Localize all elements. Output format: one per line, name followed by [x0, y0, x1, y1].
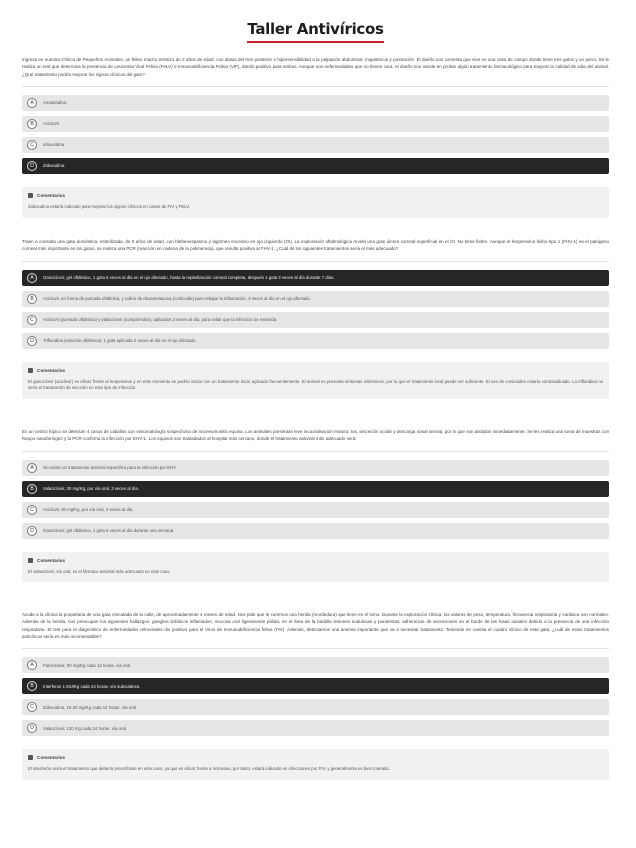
divider	[22, 261, 609, 262]
question-text: En un centro hípico se detectan 4 casos de caballos con sintomatología sospechosa de rinoneumonitis equina. Los animales presentan leve incoordinación motora, tos, secreción ocular y descarga nasal serosa, por lo que son aislados inmediatamente. Se les realiza una toma de muestras con hisopo nasofaríngeo y la PCR confirma la infección por EHV-1. Los equinos son trasladados al hospital más cercano, donde el tratamiento antiviral más adecuado será:	[22, 429, 609, 442]
comment-box	[22, 552, 609, 583]
option-letter: D	[27, 161, 37, 171]
option-letter: C	[27, 702, 37, 712]
option-text: Ganciclovir, gel oftálmico, 1 gota 5 veces al día durante una semana.	[43, 528, 175, 534]
question-block-3	[22, 428, 609, 599]
comment-text: El valaciclovir, vía oral, es el fármaco antiviral más adecuado en este caso.	[28, 568, 171, 574]
question-block-4	[22, 611, 609, 797]
option-a[interactable]	[22, 460, 609, 476]
option-text: No existe un tratamiento antiviral específico para la infección por EHV.	[43, 465, 177, 471]
option-text: Valaciclovir, 30 mg/Kg, por vía oral, 3 veces al día.	[43, 486, 139, 492]
question-text: Acude a la clínica la propietaria de una gata rescatada de la calle, de aproximadamente 4 meses de edad. Nos pide que le curemos una herida (mordedura) que tiene en el lomo. Durante la exploración clínica, los valores de peso, temperatura, frecuencia respiratoria y cardiaca son normales. Además de la herida, nos preocupan los siguientes hallazgos: ganglios linfáticos inflamados; mucosa oral ligeramente pálida; en el área de la barbilla lesiones nodulosas y purulentas; adherencia de secreciones en el borde de las fosas nasales debido a la presencia de una infección respiratoria. El test para el diagnóstico de enfermedades retrovirales dio positivo para el Virus de Inmunodeficiencia felina (FIV). Además, detectamos una anemia importante que va a necesitar tratamiento. Teniendo en cuenta el cuadro clínico de esta gata, ¿cuál de estos tratamientos antivíricos sería es más recomendable?	[22, 612, 609, 639]
option-text: Trifluridina (solución oftálmica), 1 gota aplicada 2 veces al día en el ojo afectado.	[43, 338, 197, 344]
option-d[interactable]	[22, 333, 609, 349]
option-letter: D	[27, 336, 37, 346]
option-b[interactable]	[22, 678, 609, 694]
option-b[interactable]	[22, 116, 609, 132]
divider	[22, 648, 609, 649]
option-d[interactable]	[22, 523, 609, 539]
option-letter: D	[27, 723, 37, 733]
option-text: Aciclovir, en forma de pomada oftálmica, y colirio de dexametasona (corticoide) para rebajar la inflamación, 3 veces al día en el ojo afectado.	[43, 296, 311, 302]
option-d[interactable]	[22, 720, 609, 736]
option-letter: C	[27, 315, 37, 325]
comment-icon	[28, 558, 33, 563]
option-letter: D	[27, 526, 37, 536]
option-text: Interferon 1 MU/Kg cada 24 horas, vía subcutánea.	[43, 683, 141, 689]
option-d[interactable]	[22, 158, 609, 174]
option-c[interactable]	[22, 502, 609, 518]
option-text: Zidovudina.	[43, 163, 66, 169]
option-letter: A	[27, 463, 37, 473]
divider	[22, 86, 609, 87]
option-text: Idoxuridina.	[43, 142, 66, 148]
title-area	[22, 0, 609, 50]
option-c[interactable]	[22, 137, 609, 153]
option-text: Zidovudina, 10-20 mg/Kg cada 12 horas, vía oral.	[43, 704, 138, 710]
option-text: Amantadina.	[43, 100, 68, 106]
option-c[interactable]	[22, 312, 609, 328]
option-letter: B	[27, 119, 37, 129]
option-b[interactable]	[22, 481, 609, 497]
option-c[interactable]	[22, 699, 609, 715]
option-a[interactable]	[22, 657, 609, 673]
comment-text: Zidovudina estaría indicado para mejorar los signos clínicos en casos de FIV y FELV.	[28, 203, 190, 209]
option-text: Aciclovir (pomada oftálmica) y valaciclovir (comprimidos), aplicados 3 veces al día, para evitar que la infección se extienda.	[43, 317, 278, 323]
comment-label: Comentarios	[37, 755, 66, 761]
option-a[interactable]	[22, 95, 609, 111]
comment-icon	[28, 368, 33, 373]
comment-label: Comentarios	[37, 557, 66, 563]
option-letter: A	[27, 660, 37, 670]
comment-box	[22, 362, 609, 400]
comment-text: El interferón sería el tratamiento que debería prescribirse en este caso, ya que es eficaz frente a retrovirus, por tanto, estará indicado en infecciones por FIV, y generalmente es bien tolerado.	[28, 766, 390, 772]
option-letter: C	[27, 505, 37, 515]
divider	[22, 451, 609, 452]
option-letter: B	[27, 681, 37, 691]
option-text: Ganciclovir, gel oftálmico, 1 gota 5 veces al día en el ojo afectado, hasta la repitelización corneal completa, después 1 gota 3 veces al día durante 7 días.	[43, 275, 335, 281]
option-a[interactable]	[22, 270, 609, 286]
option-letter: B	[27, 484, 37, 494]
question-text: Traen a consulta una gata doméstica, esterilizada, de 5 años de edad, con blefaroespasmo y lagrimeo excesivo en ojo izquierdo (OI). La exploración oftalmológica revela una gran úlcera corneal superficial en el OI. No tiene fiebre. Aunque el herpesvirus felino tipo 1 (FHV-1) es el patógeno corneal más importante en los gatos, se realiza una PCR (reacción en cadena de la polimerasa), que resulta positiva al FHV-1. ¿Cuál de los siguientes tratamientos sería el más adecuado?	[22, 239, 609, 252]
question-block-1	[22, 56, 609, 235]
comment-label: Comentarios	[37, 192, 66, 198]
option-letter: C	[27, 140, 37, 150]
option-text: Valaciclovir, 120 mg cada 24 horas, vía oral.	[43, 725, 127, 731]
question-block-2	[22, 238, 609, 416]
comment-label: Comentarios	[37, 367, 66, 373]
option-letter: A	[27, 98, 37, 108]
option-letter: B	[27, 294, 37, 304]
comment-text: El ganciclovir (aciclovir) es eficaz frente al herpesvirus y en este momento se podría iniciar con un tratamiento local, aplicado frecuentemente. El animal no presenta síntomas sistémicos, por lo que el tratamiento local puede ser suficiente. El uso de corticoides estaría contraindicado. La trifluridina no sería el tratamiento de elección en este tipo de infección.	[28, 378, 603, 391]
question-text: Ingresa en nuestra Clínica de Pequeños Animales, un felino macho mestizo de 2 años de edad, con alasia del tren posterior e hipersensibilidad a la palpación abdominal, inapetencia y postración. El dueño nos comenta que vive en una casa de campo donde tiene tres gatos y un perro. Se le realiza un test que determina la presencia de Leucemia Viral Felina (FeLV) e Inmunodeficiencia Felina (VIF), dando positivo para ambos. Aunque son enfermedades que no tienen cura, el dueño nos insiste en probar algún tratamiento farmacológico para mejorar la calidad de vida del animal. ¿Qué tratamiento podría mejorar los signos clínicos del gato?	[22, 57, 609, 77]
page-title: Taller Antivíricos	[247, 20, 383, 43]
option-letter: A	[27, 273, 37, 283]
option-text: Famciclovir, 90 mg/Kg cada 12 horas, vía oral.	[43, 662, 132, 668]
option-text: Aciclovir, 30 mg/Kg, por vía oral, 3 veces al día.	[43, 507, 134, 513]
comment-icon	[28, 755, 33, 760]
comment-box	[22, 749, 609, 780]
comment-icon	[28, 193, 33, 198]
comment-box	[22, 187, 609, 218]
option-b[interactable]	[22, 291, 609, 307]
option-text: Aciclovir.	[43, 121, 60, 127]
